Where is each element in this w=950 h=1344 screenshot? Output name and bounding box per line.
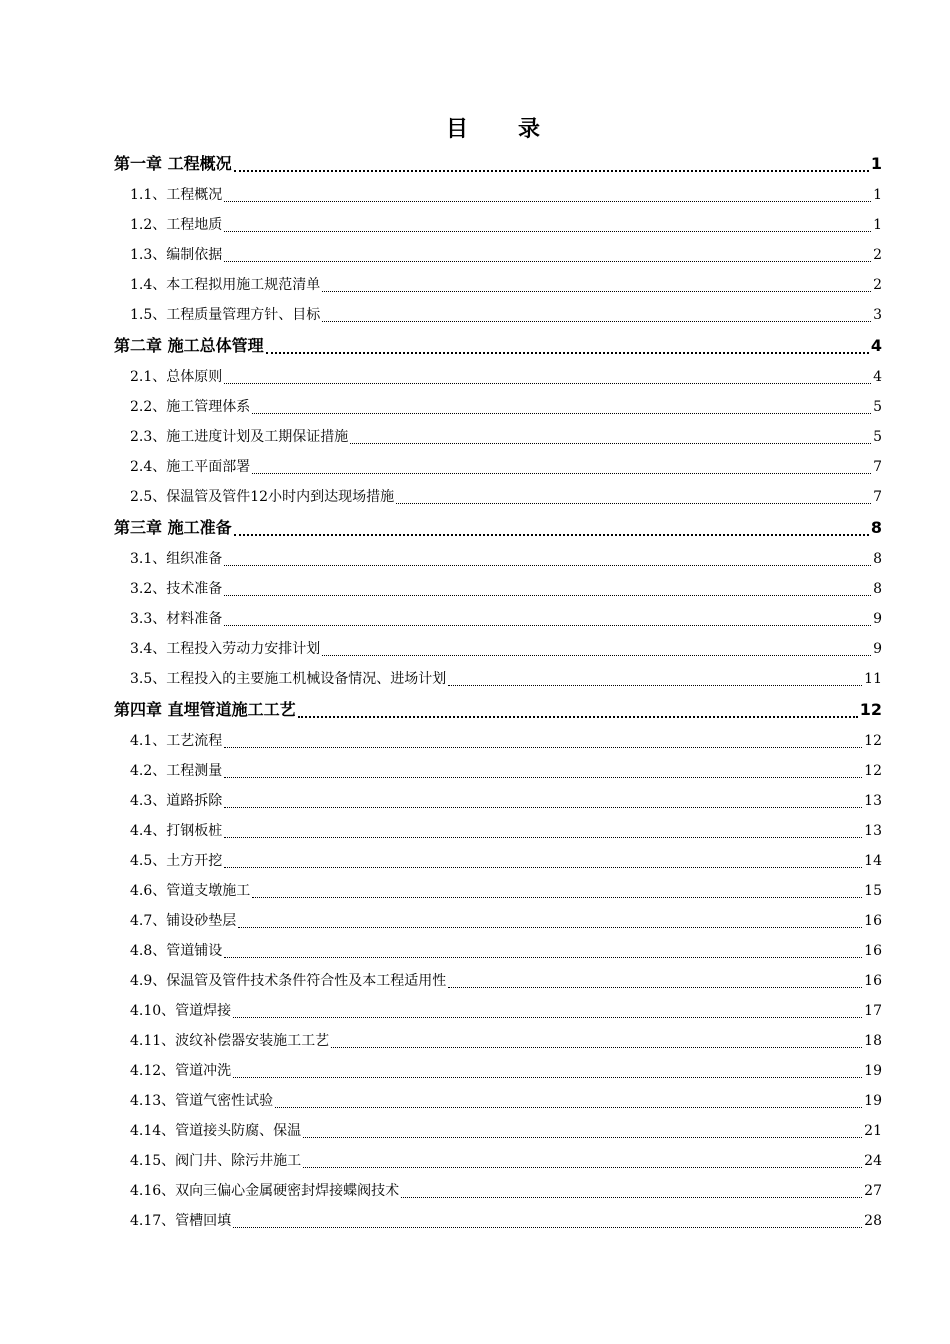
toc-entry-label: 第三章 施工准备	[114, 518, 232, 537]
toc-section-entry[interactable]	[114, 634, 882, 664]
toc-section-entry[interactable]	[114, 786, 882, 816]
toc-entry-label: 4.9、保温管及管件技术条件符合性及本工程适用性	[130, 973, 447, 989]
toc-entry-label: 4.11、波纹补偿器安装施工工艺	[130, 1033, 330, 1049]
toc-entry-label: 3.3、材料准备	[130, 611, 223, 627]
dot-leader	[224, 747, 862, 748]
toc-page-number: 5	[873, 429, 882, 445]
toc-section-entry[interactable]	[114, 664, 882, 694]
toc-entry-label: 2.2、施工管理体系	[130, 399, 251, 415]
dot-leader	[252, 473, 871, 474]
toc-entry-label: 3.2、技术准备	[130, 581, 223, 597]
toc-entry-label: 第一章 工程概况	[114, 154, 232, 173]
toc-page-number: 16	[864, 913, 882, 929]
dot-leader	[322, 655, 871, 656]
toc-page-number: 11	[864, 671, 882, 687]
toc-entry-label: 4.7、铺设砂垫层	[130, 913, 237, 929]
toc-entry-label: 4.2、工程测量	[130, 763, 223, 779]
toc-section-entry[interactable]	[114, 544, 882, 574]
toc-entry-label: 4.5、土方开挖	[130, 853, 223, 869]
dot-leader	[224, 595, 871, 596]
toc-page-number: 13	[864, 823, 882, 839]
toc-section-entry[interactable]	[114, 1116, 882, 1146]
dot-leader	[224, 777, 862, 778]
toc-section-entry[interactable]	[114, 392, 882, 422]
toc-page-number: 13	[864, 793, 882, 809]
toc-page-number: 8	[870, 518, 882, 537]
toc-section-entry[interactable]	[114, 452, 882, 482]
toc-page-number: 18	[864, 1033, 882, 1049]
dot-leader	[298, 716, 858, 718]
toc-section-entry[interactable]	[114, 756, 882, 786]
dot-leader	[266, 352, 869, 354]
dot-leader	[224, 565, 871, 566]
toc-page-number: 8	[873, 551, 882, 567]
toc-page-number: 19	[864, 1063, 882, 1079]
toc-page-number: 28	[864, 1213, 882, 1229]
toc-entry-label: 2.5、保温管及管件12小时内到达现场措施	[130, 489, 395, 505]
dot-leader	[448, 685, 862, 686]
toc-entry-label: 4.15、阀门井、除污井施工	[130, 1153, 302, 1169]
toc-page-number: 1	[873, 217, 882, 233]
toc-page-number: 4	[870, 336, 882, 355]
dot-leader	[252, 897, 862, 898]
dot-leader	[233, 1077, 862, 1078]
toc-page-number: 5	[873, 399, 882, 415]
toc-entry-label: 1.2、工程地质	[130, 217, 223, 233]
dot-leader	[331, 1047, 862, 1048]
toc-section-entry[interactable]	[114, 482, 882, 512]
toc-entry-label: 4.1、工艺流程	[130, 733, 223, 749]
toc-page-number: 21	[864, 1123, 882, 1139]
toc-entry-label: 4.12、管道冲洗	[130, 1063, 232, 1079]
toc-entry-label: 2.1、总体原则	[130, 369, 223, 385]
toc-page-number: 1	[873, 187, 882, 203]
toc-section-entry[interactable]	[114, 936, 882, 966]
toc-section-entry[interactable]	[114, 180, 882, 210]
toc-entry-label: 4.16、双向三偏心金属硬密封焊接蝶阀技术	[130, 1183, 400, 1199]
toc-entry-label: 1.5、工程质量管理方针、目标	[130, 307, 321, 323]
toc-section-entry[interactable]	[114, 1176, 882, 1206]
toc-section-entry[interactable]	[114, 1146, 882, 1176]
toc-section-entry[interactable]	[114, 1026, 882, 1056]
toc-section-entry[interactable]	[114, 604, 882, 634]
dot-leader	[224, 807, 862, 808]
toc-section-entry[interactable]	[114, 240, 882, 270]
toc-entry-label: 4.13、管道气密性试验	[130, 1093, 274, 1109]
dot-leader	[233, 1227, 862, 1228]
toc-section-entry[interactable]	[114, 574, 882, 604]
toc-section-entry[interactable]	[114, 210, 882, 240]
toc-page-number: 14	[864, 853, 882, 869]
toc-page-number: 8	[873, 581, 882, 597]
dot-leader	[322, 291, 871, 292]
toc-section-entry[interactable]	[114, 1206, 882, 1236]
toc-title: 目 录	[445, 116, 554, 142]
dot-leader	[224, 957, 862, 958]
toc-entry-label: 3.1、组织准备	[130, 551, 223, 567]
dot-leader	[224, 867, 862, 868]
toc-page-number: 2	[873, 247, 882, 263]
dot-leader	[224, 383, 871, 384]
dot-leader	[396, 503, 871, 504]
toc-entry-label: 4.6、管道支墩施工	[130, 883, 251, 899]
dot-leader	[234, 170, 869, 172]
table-of-contents	[114, 148, 882, 1236]
toc-page-number: 3	[873, 307, 882, 323]
toc-section-entry[interactable]	[114, 876, 882, 906]
toc-page-number: 9	[873, 641, 882, 657]
toc-entry-label: 4.10、管道焊接	[130, 1003, 232, 1019]
toc-page-number: 17	[864, 1003, 882, 1019]
toc-entry-label: 第二章 施工总体管理	[114, 336, 264, 355]
toc-page-number: 4	[873, 369, 882, 385]
toc-section-entry[interactable]	[114, 362, 882, 392]
toc-entry-label: 1.3、编制依据	[130, 247, 223, 263]
toc-entry-label: 3.5、工程投入的主要施工机械设备情况、进场计划	[130, 671, 447, 687]
toc-page-number: 15	[864, 883, 882, 899]
dot-leader	[224, 625, 871, 626]
toc-section-entry[interactable]	[114, 422, 882, 452]
dot-leader	[350, 443, 871, 444]
toc-section-entry[interactable]	[114, 906, 882, 936]
toc-page-number: 12	[864, 733, 882, 749]
dot-leader	[224, 837, 862, 838]
toc-chapter-entry[interactable]	[114, 330, 882, 362]
dot-leader	[401, 1197, 862, 1198]
toc-section-entry[interactable]	[114, 1056, 882, 1086]
toc-section-entry[interactable]	[114, 726, 882, 756]
toc-page-number: 7	[873, 489, 882, 505]
dot-leader	[224, 261, 871, 262]
dot-leader	[233, 1017, 862, 1018]
toc-section-entry[interactable]	[114, 996, 882, 1026]
dot-leader	[448, 987, 862, 988]
dot-leader	[322, 321, 871, 322]
toc-page-number: 24	[864, 1153, 882, 1169]
toc-section-entry[interactable]	[114, 1086, 882, 1116]
toc-entry-label: 3.4、工程投入劳动力安排计划	[130, 641, 321, 657]
toc-chapter-entry[interactable]	[114, 694, 882, 726]
toc-entry-label: 4.14、管道接头防腐、保温	[130, 1123, 302, 1139]
toc-chapter-entry[interactable]	[114, 148, 882, 180]
dot-leader	[303, 1167, 862, 1168]
toc-page-number: 1	[870, 154, 882, 173]
toc-section-entry[interactable]	[114, 816, 882, 846]
toc-section-entry[interactable]	[114, 966, 882, 996]
toc-entry-label: 2.3、施工进度计划及工期保证措施	[130, 429, 349, 445]
dot-leader	[303, 1137, 862, 1138]
toc-entry-label: 2.4、施工平面部署	[130, 459, 251, 475]
toc-page-number: 2	[873, 277, 882, 293]
toc-entry-label: 4.4、打钢板桩	[130, 823, 223, 839]
toc-page-number: 27	[864, 1183, 882, 1199]
toc-page-number: 7	[873, 459, 882, 475]
toc-page-number: 19	[864, 1093, 882, 1109]
dot-leader	[238, 927, 862, 928]
dot-leader	[275, 1107, 862, 1108]
toc-page-number: 16	[864, 943, 882, 959]
dot-leader	[224, 231, 871, 232]
toc-entry-label: 4.17、管槽回填	[130, 1213, 232, 1229]
toc-entry-label: 1.1、工程概况	[130, 187, 223, 203]
toc-entry-label: 1.4、本工程拟用施工规范清单	[130, 277, 321, 293]
toc-page-number: 12	[859, 700, 882, 719]
toc-entry-label: 第四章 直埋管道施工工艺	[114, 700, 296, 719]
toc-section-entry[interactable]	[114, 270, 882, 300]
toc-section-entry[interactable]	[114, 300, 882, 330]
dot-leader	[234, 534, 869, 536]
toc-entry-label: 4.3、道路拆除	[130, 793, 223, 809]
toc-page-number: 16	[864, 973, 882, 989]
toc-page-number: 9	[873, 611, 882, 627]
dot-leader	[224, 201, 871, 202]
toc-section-entry[interactable]	[114, 846, 882, 876]
toc-chapter-entry[interactable]	[114, 512, 882, 544]
toc-entry-label: 4.8、管道铺设	[130, 943, 223, 959]
toc-page-number: 12	[864, 763, 882, 779]
dot-leader	[252, 413, 871, 414]
